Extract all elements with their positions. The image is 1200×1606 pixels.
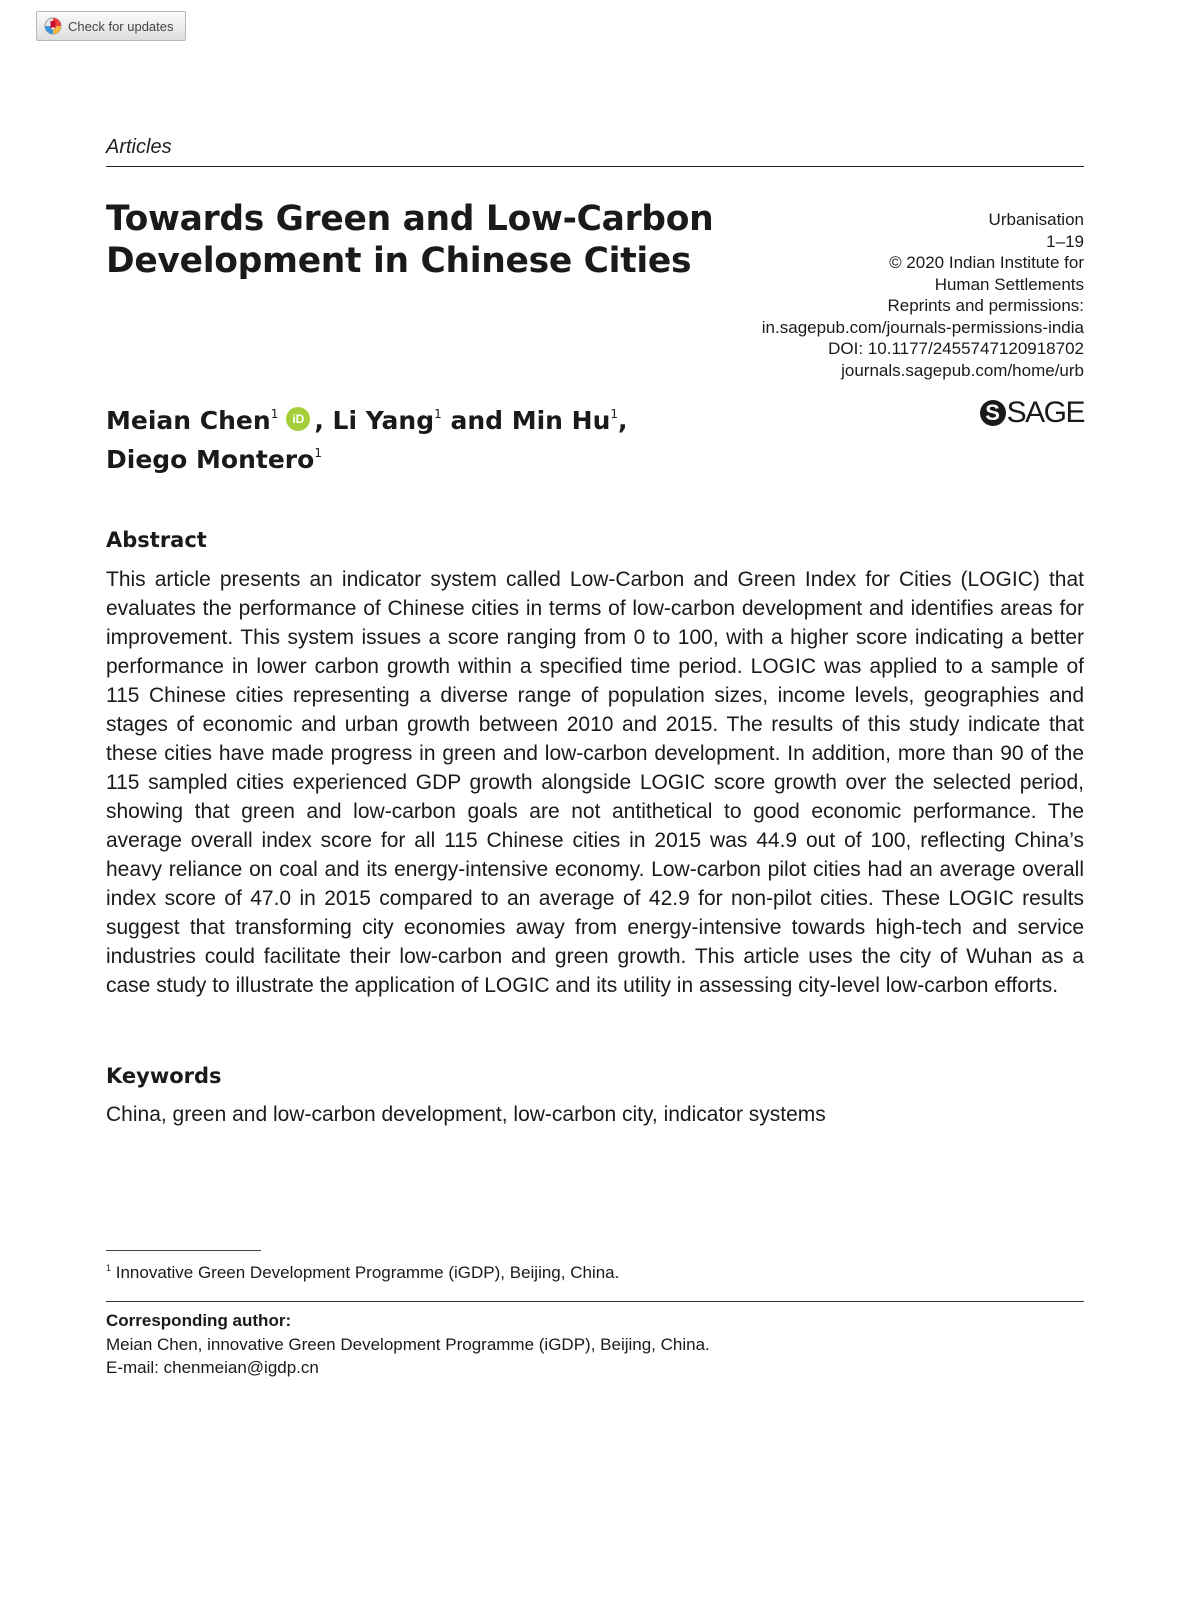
page-range: 1–19 — [1046, 231, 1084, 251]
orcid-icon[interactable]: iD — [286, 407, 310, 431]
sage-s-logo-icon: S — [980, 400, 1006, 426]
keywords-heading: Keywords — [106, 1064, 222, 1088]
abstract-heading: Abstract — [106, 528, 207, 552]
journal-info — [762, 209, 1084, 381]
author-name[interactable]: Meian Chen — [106, 406, 271, 435]
corresponding-rule — [106, 1301, 1084, 1302]
header-rule — [106, 166, 1084, 167]
keywords-text: China, green and low-carbon development, low-carbon city, indicator systems — [106, 1103, 826, 1126]
corresponding-author-block — [106, 1309, 710, 1380]
doi[interactable]: DOI: 10.1177/2455747120918702 — [828, 339, 1084, 358]
affiliation-marker: 1 — [434, 407, 442, 421]
section-label: Articles — [106, 136, 172, 158]
affiliation-marker: 1 — [314, 446, 322, 460]
author-name[interactable]: Diego Montero — [106, 445, 315, 474]
copyright-holder: Human Settlements — [934, 274, 1084, 294]
author-name[interactable]: and Min Hu — [441, 406, 611, 435]
journal-homepage-link[interactable]: journals.sagepub.com/home/urb — [841, 360, 1084, 380]
abstract-text: This article presents an indicator system called Low-Carbon and Green Index for Cities (LOGIC) that evaluates the performance of Chinese cities in terms of low-carbon development and identifies areas for improvement. This system issues a score ranging from 0 to 100, with a higher score indicating a better performance in lower carbon growth within a specified time period. LOGIC was applied to a sample of 115 Chinese cities representing a diverse range of population sizes, income levels, geographies and stages of economic and urban growth between 2010 and 2015. The results of this study indicate that these cities have made progress in green and low-carbon development. In addition, more than 90 of the 115 sampled cities experienced GDP growth alongside LOGIC score growth over the selected period, showing that green and low-carbon goals are not antithetical to good economic performance. The average overall index score for all 115 Chinese cities in 2015 was 44.9 out of 100, reflecting China’s heavy reliance on coal and its energy-intensive economy. Low-carbon pilot cities had an average overall index score of 47.0 in 2015 compared to an average of 42.9 for non-pilot cities. These LOGIC results suggest that transforming city economies away from energy-intensive towards high-tech and service industries could facilitate their low-carbon and green growth. This article uses the city of Wuhan as a case study to illustrate the application of LOGIC and its utility in assessing city-level low-carbon efforts. — [106, 568, 1084, 997]
author-separator: , — [618, 406, 628, 435]
footnote-text: Innovative Green Development Programme (iGDP), Beijing, China. — [111, 1263, 620, 1282]
author-list — [106, 398, 706, 476]
affiliation-marker: 1 — [270, 407, 279, 421]
reprints-label: Reprints and permissions: — [887, 296, 1084, 315]
crossmark-icon — [44, 17, 62, 35]
copyright-line: © 2020 Indian Institute for — [889, 253, 1084, 272]
footnote-rule — [106, 1250, 261, 1251]
affiliation-footnote — [106, 1257, 619, 1284]
journal-name: Urbanisation — [988, 210, 1084, 229]
check-for-updates-button[interactable] — [36, 11, 186, 41]
footnote-marker: 1 — [106, 1263, 112, 1273]
check-for-updates-label: Check for updates — [68, 18, 174, 34]
author-name[interactable]: , Li Yang — [314, 406, 435, 435]
article-title: Towards Green and Low-Carbon Development in Chinese Cities — [106, 199, 714, 281]
publisher-logo-text: SAGE — [1006, 396, 1084, 429]
corresponding-author-label: Corresponding author: — [106, 1311, 292, 1330]
corresponding-author-email[interactable]: E-mail: chenmeian@igdp.cn — [106, 1358, 319, 1377]
permissions-link[interactable]: in.sagepub.com/journals-permissions-india — [761, 317, 1084, 337]
affiliation-marker: 1 — [610, 407, 619, 421]
corresponding-author-affiliation: Meian Chen, innovative Green Development Programme (iGDP), Beijing, China. — [106, 1334, 710, 1354]
publisher-logo — [980, 396, 1084, 430]
